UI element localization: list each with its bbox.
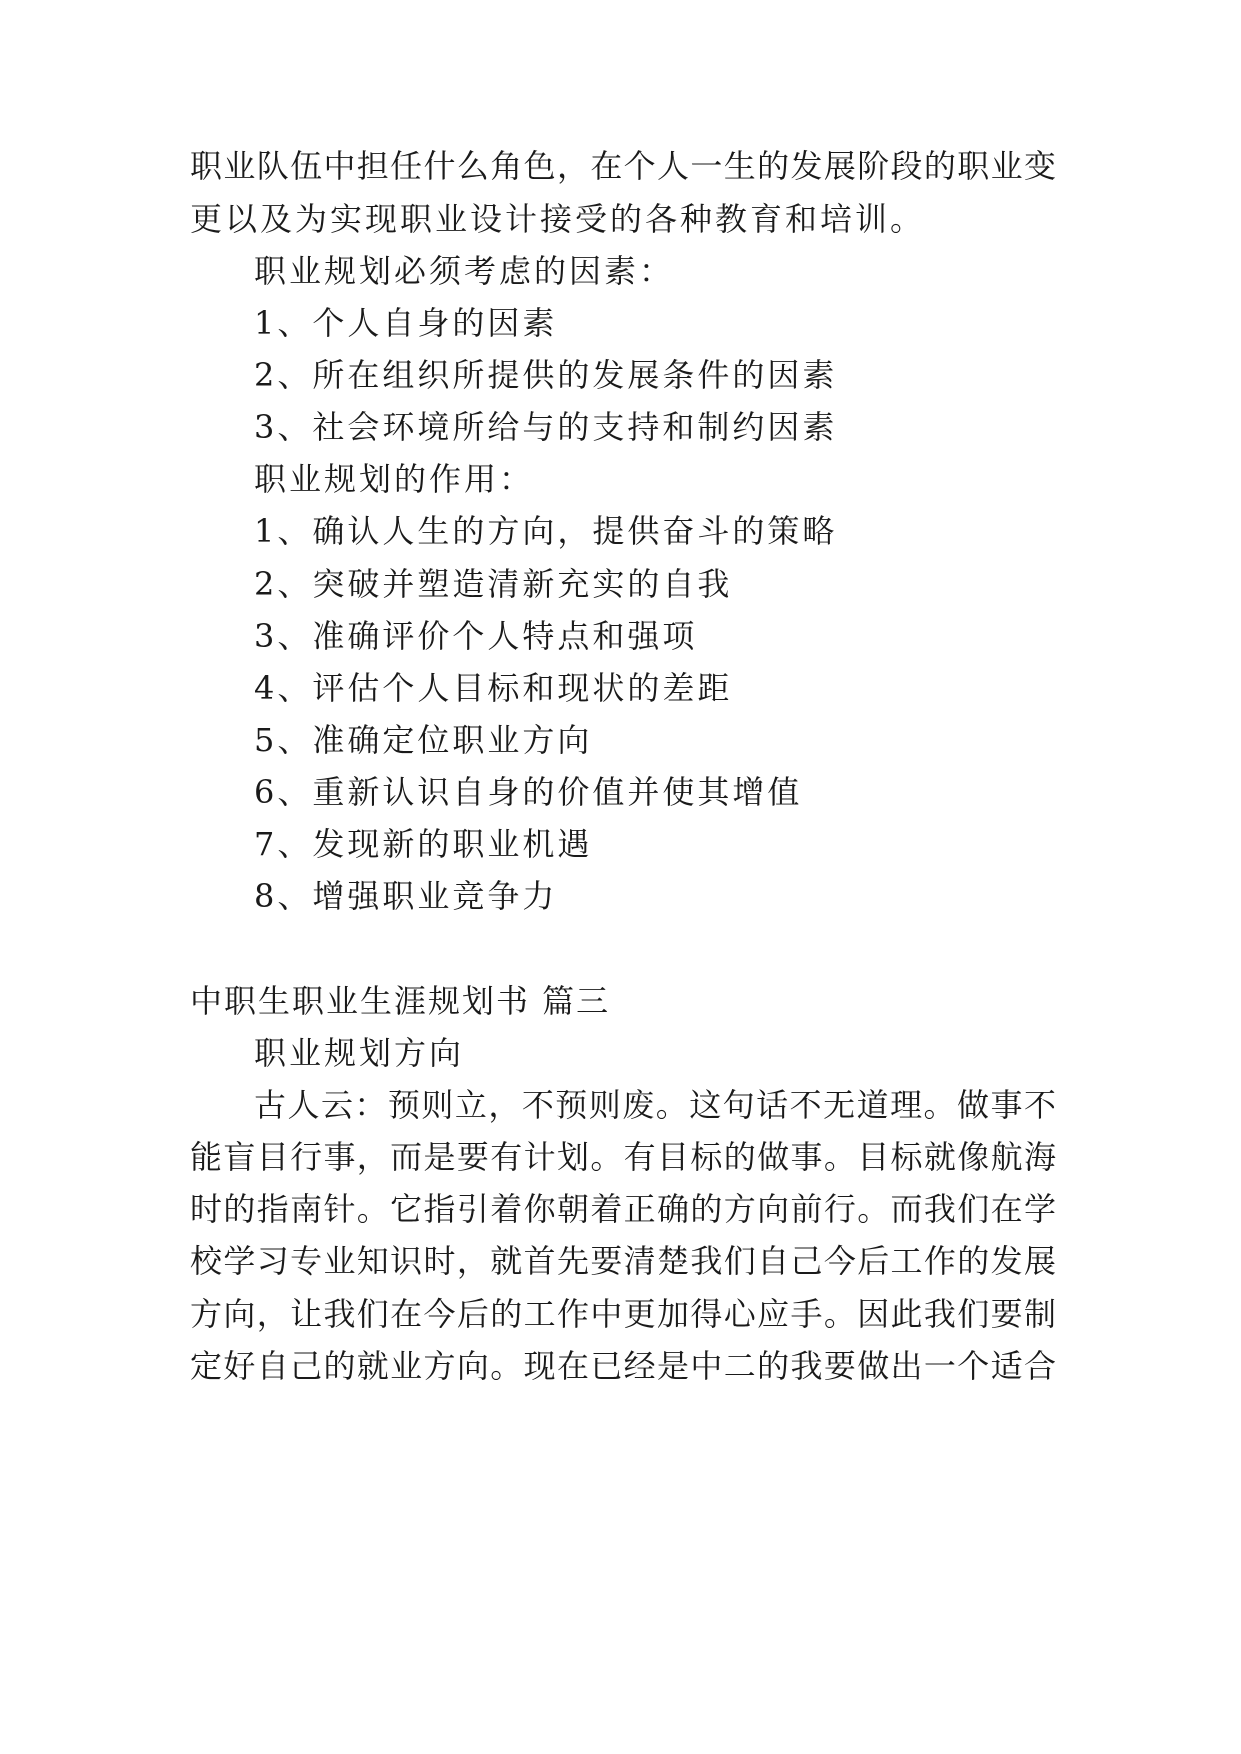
body-line-1: 古人云：预则立，不预则废。这句话不无道理。做事不 — [254, 1086, 1056, 1124]
intro-line-1: 职业队伍中担任什么角色，在个人一生的发展阶段的职业变 — [190, 147, 1056, 185]
factors-heading: 职业规划必须考虑的因素： — [254, 252, 675, 290]
role-item-7: 7、发现新的职业机遇 — [254, 825, 593, 863]
role-item-4: 4、评估个人目标和现状的差距 — [254, 669, 733, 707]
body-line-6: 定好自己的就业方向。现在已经是中二的我要做出一个适合 — [190, 1347, 1056, 1385]
factor-item-1: 1、个人自身的因素 — [254, 304, 558, 342]
body-line-5: 方向，让我们在今后的工作中更加得心应手。因此我们要制 — [190, 1295, 1056, 1333]
role-item-2: 2、突破并塑造清新充实的自我 — [254, 565, 733, 603]
factor-item-3: 3、社会环境所给与的支持和制约因素 — [254, 408, 838, 446]
body-line-3: 时的指南针。它指引着你朝着正确的方向前行。而我们在学 — [190, 1190, 1056, 1228]
role-item-5: 5、准确定位职业方向 — [254, 721, 593, 759]
factor-item-2: 2、所在组织所提供的发展条件的因素 — [254, 356, 838, 394]
body-line-4: 校学习专业知识时，就首先要清楚我们自己今后工作的发展 — [190, 1242, 1056, 1280]
intro-line-2: 更以及为实现职业设计接受的各种教育和培训。 — [190, 200, 926, 238]
section-subtitle: 职业规划方向 — [254, 1034, 465, 1072]
body-line-2: 能盲目行事，而是要有计划。有目标的做事。目标就像航海 — [190, 1138, 1056, 1176]
roles-heading: 职业规划的作用： — [254, 460, 535, 498]
role-item-8: 8、增强职业竞争力 — [254, 877, 558, 915]
section-title: 中职生职业生涯规划书 篇三 — [190, 982, 611, 1020]
role-item-3: 3、准确评价个人特点和强项 — [254, 617, 698, 655]
role-item-6: 6、重新认识自身的价值并使其增值 — [254, 773, 803, 811]
role-item-1: 1、确认人生的方向，提供奋斗的策略 — [254, 512, 838, 550]
